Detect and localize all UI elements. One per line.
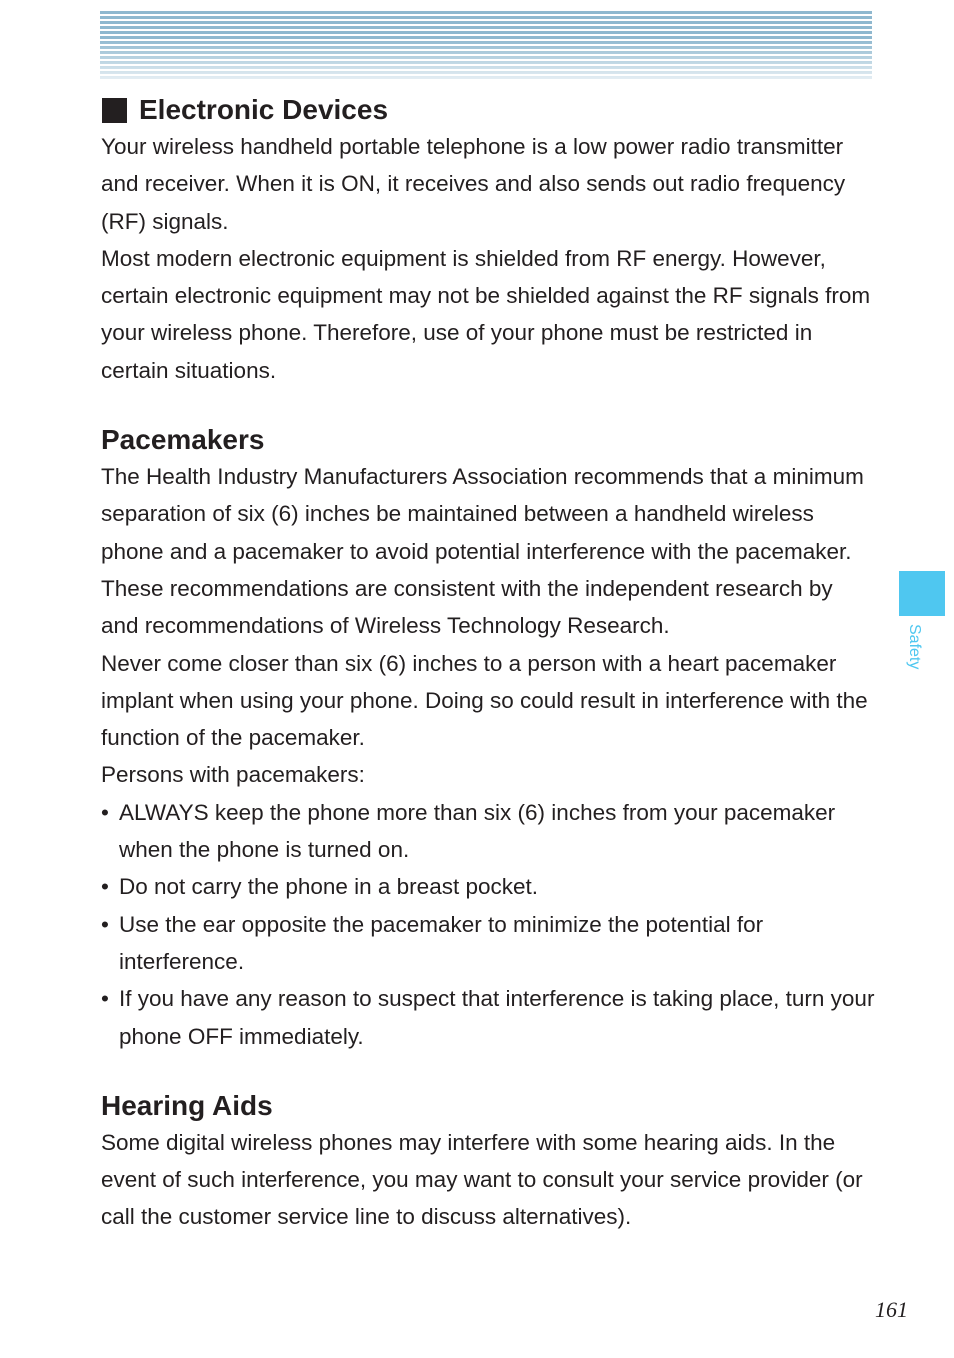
list-item-text: Use the ear opposite the pacemaker to minimize the potential for interference.: [119, 911, 764, 974]
list-item: [101, 868, 876, 905]
section-tab-marker: [899, 571, 945, 616]
bullet-dot: •: [101, 799, 109, 825]
list-item: [101, 980, 876, 1055]
list-item: [101, 794, 876, 869]
paragraph: Most modern electronic equipment is shielded from RF energy. However, certain electronic equipment may not be shielded against the RF signals from your wireless phone. Therefore, use of your phone must be restricted in certain situations.: [101, 245, 871, 383]
pacemaker-bullet-list: [101, 794, 876, 1055]
square-bullet-icon: [102, 98, 127, 123]
header-stripe-band: [100, 11, 872, 79]
list-item-text: Do not carry the phone in a breast pocket.: [119, 874, 538, 900]
paragraph: The Health Industry Manufacturers Association recommends that a minimum separation of six (6) inches be maintained between a handheld wireless phone and a pacemaker to avoid potential interference with the pacemaker. These recommendations are consistent with the independent research by and recommendations of Wireless Technology Research.: [101, 464, 864, 639]
list-item-text: ALWAYS keep the phone more than six (6) inches from your pacemaker when the phone is turned on.: [119, 799, 836, 863]
section-heading-pacemakers: Pacemakers: [101, 424, 265, 456]
page-number: 161: [875, 1297, 908, 1322]
bullet-dot: •: [101, 911, 109, 937]
section-heading-hearing-aids: Hearing Aids: [101, 1089, 273, 1121]
bullet-dot: •: [101, 874, 109, 900]
list-item-text: If you have any reason to suspect that interference is taking place, turn your phone OFF immediately.: [119, 986, 875, 1049]
paragraph: Persons with pacemakers:: [101, 762, 365, 788]
bullet-dot: •: [101, 986, 109, 1012]
heading-text: Electronic Devices: [139, 94, 389, 125]
paragraph: Your wireless handheld portable telephone is a low power radio transmitter and receiver. When it is ON, it receives and also sends out radio frequency (RF) signals.: [101, 134, 846, 234]
paragraph: Some digital wireless phones may interfere with some hearing aids. In the event of such interference, you may want to consult your service provider (or call the customer service line to discuss alternatives).: [101, 1129, 863, 1230]
section-heading-electronic-devices: [101, 92, 876, 128]
paragraph: Never come closer than six (6) inches to a person with a heart pacemaker implant when using your phone. Doing so could result in interference with the function of the pacemaker.: [101, 650, 868, 751]
section-tab-label: Safety: [906, 624, 923, 670]
page-content: [101, 92, 876, 1236]
list-item: [101, 906, 876, 981]
